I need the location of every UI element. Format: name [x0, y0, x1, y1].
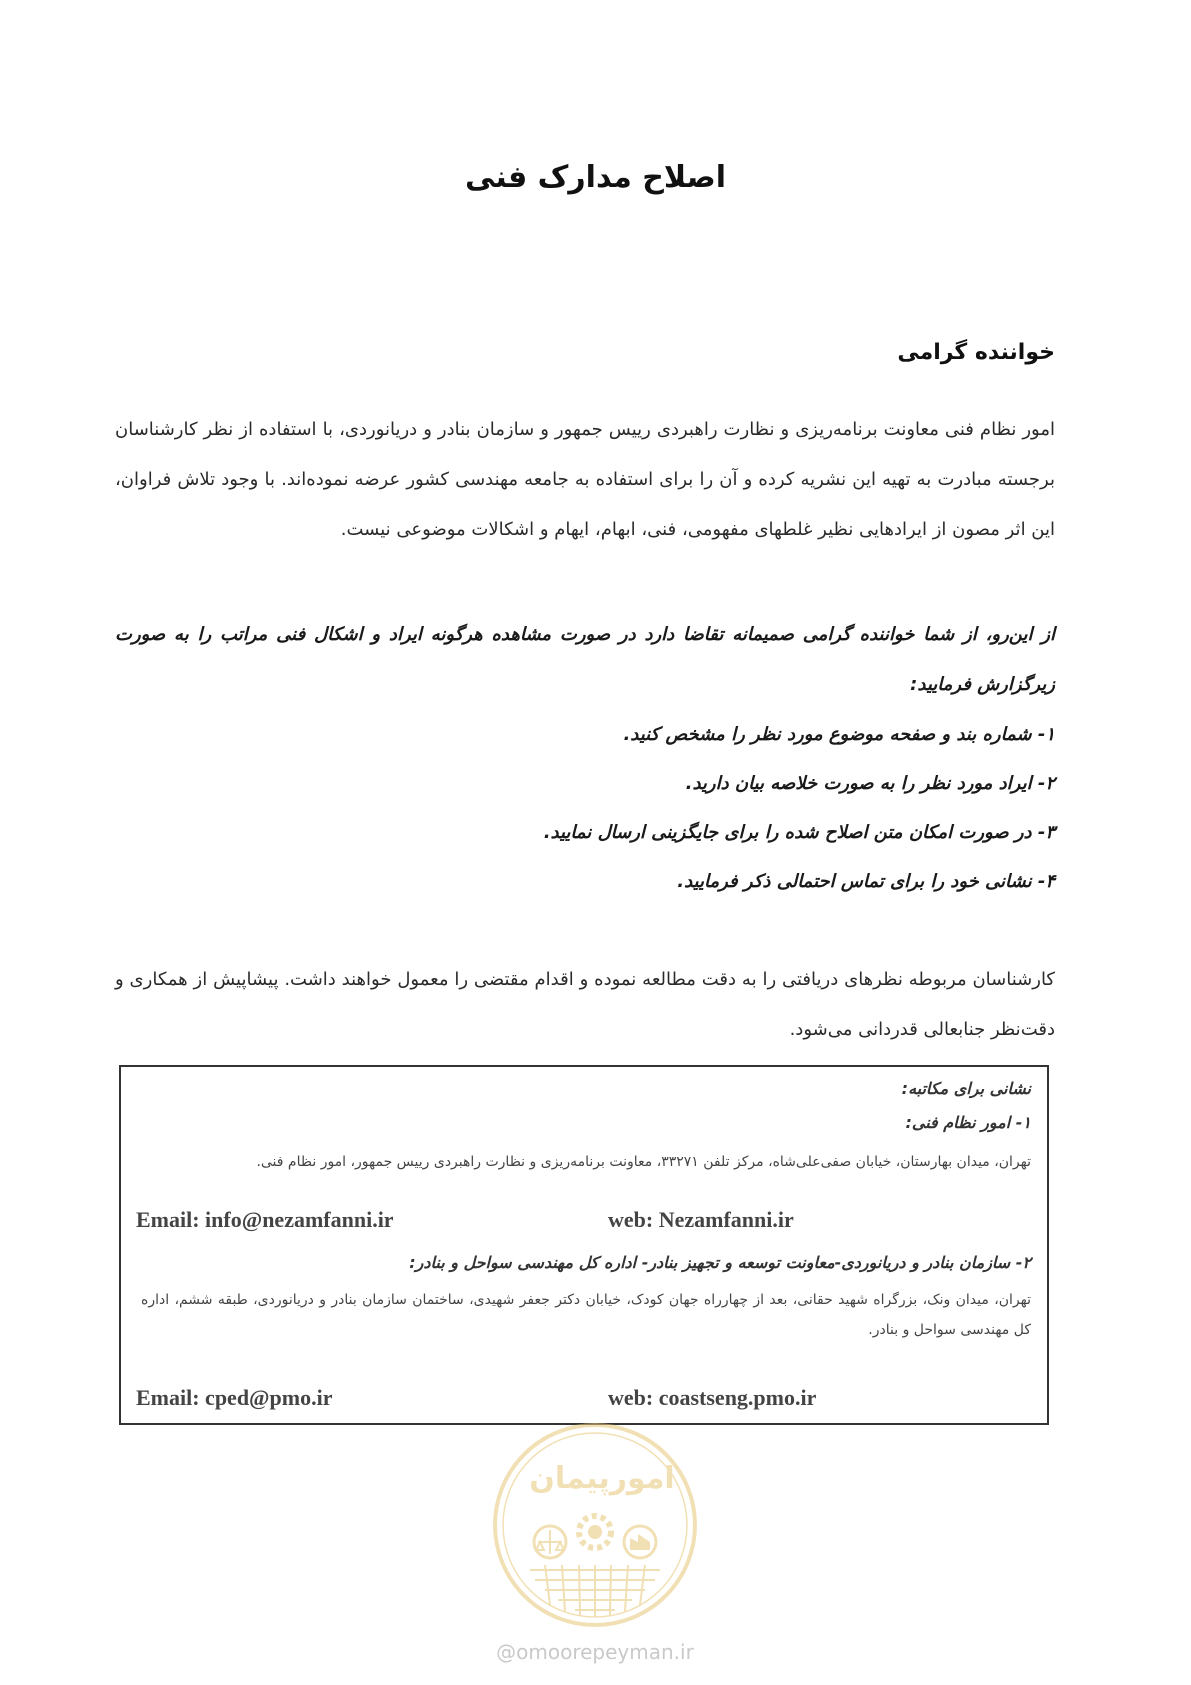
gear-icon: [579, 1516, 611, 1548]
watermark-logo: [490, 1420, 700, 1630]
grid-icon: [530, 1565, 660, 1617]
org1-email-link[interactable]: Email: info@nezamfanni.ir: [136, 1207, 394, 1232]
org2-address: تهران، میدان ونک، بزرگراه شهید حقانی، بعد از چهارراه جهان کودک، خیابان دکتر جعفر شهیدی، ساختمان سازمان بنادر و دریانوردی، طبقه ششم، اداره کل مهندسی سواحل و بنادر.: [141, 1292, 1031, 1338]
contact-box: [119, 1065, 1049, 1425]
scales-icon: [534, 1526, 566, 1558]
page-title: اصلاح مدارک فنی: [465, 160, 726, 195]
org1-title: ۱- امور نظام فنی:: [905, 1113, 1031, 1132]
watermark-url: @omoorepeyman.ir: [496, 1640, 694, 1664]
watermark-logo-text: امورپیمان: [529, 1461, 675, 1496]
industry-icon: [624, 1526, 656, 1558]
contact-heading: نشانی برای مکاتبه:: [901, 1079, 1031, 1098]
org2-title: ۲- سازمان بنادر و دریانوردی-معاونت توسعه و تجهیز بنادر- اداره کل مهندسی سواحل و بنادر:: [409, 1253, 1031, 1272]
report-item-3: ۳- در صورت امکان متن اصلاح شده را برای جایگزینی ارسال نمایید.: [543, 822, 1055, 843]
org2-web-link[interactable]: web: coastseng.pmo.ir: [608, 1385, 817, 1410]
org1-address: تهران، میدان بهارستان، خیابان صفی‌علی‌شاه، مرکز تلفن ۳۳۲۷۱، معاونت برنامه‌ریزی و نظارت راهبردی رییس جمهور، امور نظام فنی.: [256, 1154, 1031, 1170]
report-item-4: ۴- نشانی خود را برای تماس احتمالی ذکر فرمایید.: [677, 871, 1055, 892]
report-item-1: ۱- شماره بند و صفحه موضوع مورد نظر را مشخص کنید.: [623, 724, 1055, 745]
closing-paragraph: کارشناسان مربوطه نظرهای دریافتی را به دقت مطالعه نموده و اقدام مقتضی را معمول خواهند داشت. پیشاپیش از همکاری و دقت‌نظر جنابعالی قدردانی می‌شود.: [115, 969, 1055, 1040]
org1-web-link[interactable]: web: Nezamfanni.ir: [608, 1207, 794, 1232]
request-paragraph: از این‌رو، از شما خواننده گرامی صمیمانه تقاضا دارد در صورت مشاهده هرگونه ایراد و اشکال فنی مراتب را به صورت زیرگزارش فرمایید:: [115, 624, 1055, 695]
report-items-list: [115, 710, 1055, 906]
intro-paragraph: امور نظام فنی معاونت برنامه‌ریزی و نظارت راهبردی رییس جمهور و سازمان بنادر و دریانوردی، با استفاده از نظر کارشناسان برجسته مبادرت به تهیه این نشریه کرده و آن را برای استفاده به جامعه مهندسی کشور عرضه نموده‌اند. با وجود تلاش فراوان، این اثر مصون از ایرادهایی نظیر غلطهای مفهومی، فنی، ابهام، ایهام و اشکالات موضوعی نیست.: [115, 419, 1055, 540]
greeting-heading: خواننده گرامی: [897, 340, 1055, 365]
report-item-2: ۲- ایراد مورد نظر را به صورت خلاصه بیان دارید.: [685, 773, 1055, 794]
org2-email-link[interactable]: Email: cped@pmo.ir: [136, 1385, 333, 1410]
